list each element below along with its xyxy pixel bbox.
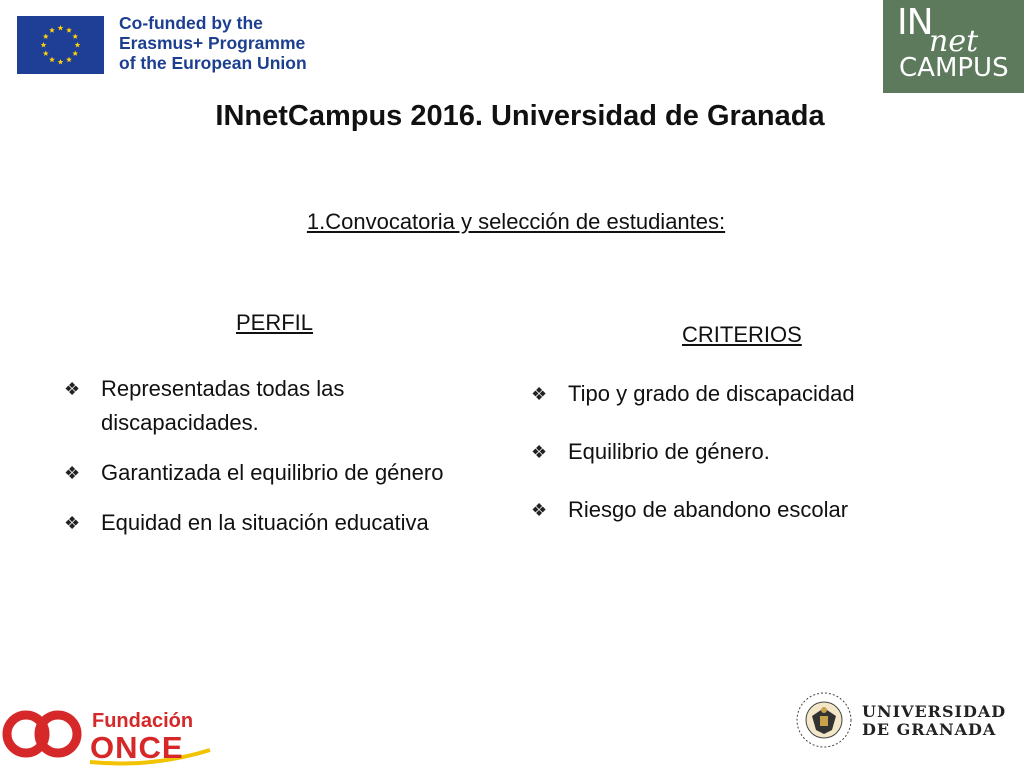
innet-logo-in: IN: [897, 2, 933, 43]
perfil-list: [64, 364, 464, 548]
innet-logo-net: net: [929, 24, 979, 59]
perfil-item-text: Equidad en la situación educativa: [101, 510, 429, 535]
once-logo-fundacion: Fundación: [92, 710, 194, 732]
diamond-bullet-icon: ❖: [64, 379, 81, 399]
innet-campus-logo: [883, 0, 1024, 93]
once-logo-once: ONCE: [90, 730, 184, 765]
criterios-item-text: Tipo y grado de discapacidad: [568, 381, 855, 406]
eu-cofunded-text: [119, 13, 307, 73]
eu-text-line-1: Co-funded by the: [119, 13, 263, 33]
criterios-item-text: Equilibrio de género.: [568, 439, 770, 464]
ugr-logo-text: [862, 703, 1006, 739]
criterios-item: [531, 374, 971, 414]
diamond-bullet-icon: ❖: [531, 500, 548, 520]
eu-text-line-3: of the European Union: [119, 53, 307, 73]
eu-flag-logo: [17, 16, 104, 74]
diamond-bullet-icon: ❖: [64, 463, 81, 483]
eu-text-line-2: Erasmus+ Programme: [119, 33, 306, 53]
criterios-item: [531, 432, 971, 472]
ugr-text-line-1: UNIVERSIDAD: [862, 702, 1007, 721]
perfil-item-text: Representadas todas las discapacidades.: [101, 376, 345, 435]
criterios-list: [531, 374, 971, 548]
criterios-heading: CRITERIOS: [682, 322, 802, 347]
diamond-bullet-icon: ❖: [531, 442, 548, 462]
perfil-item: [64, 364, 464, 448]
ugr-seal-icon: [794, 690, 854, 750]
slide-subtitle: 1.Convocatoria y selección de estudiantes:: [306, 209, 726, 234]
innet-logo-campus: CAMPUS: [899, 53, 1009, 83]
diamond-bullet-icon: ❖: [531, 384, 548, 404]
perfil-item: [64, 448, 464, 498]
perfil-heading: PERFIL: [236, 310, 314, 335]
criterios-item-text: Riesgo de abandono escolar: [568, 497, 849, 522]
perfil-item: [64, 498, 464, 548]
ugr-text-line-2: DE GRANADA: [862, 720, 997, 739]
slide-title: INnetCampus 2016. Universidad de Granada: [215, 100, 825, 132]
perfil-item-text: Garantizada el equilibrio de género: [101, 460, 444, 485]
diamond-bullet-icon: ❖: [64, 513, 81, 533]
criterios-item: [531, 490, 971, 530]
